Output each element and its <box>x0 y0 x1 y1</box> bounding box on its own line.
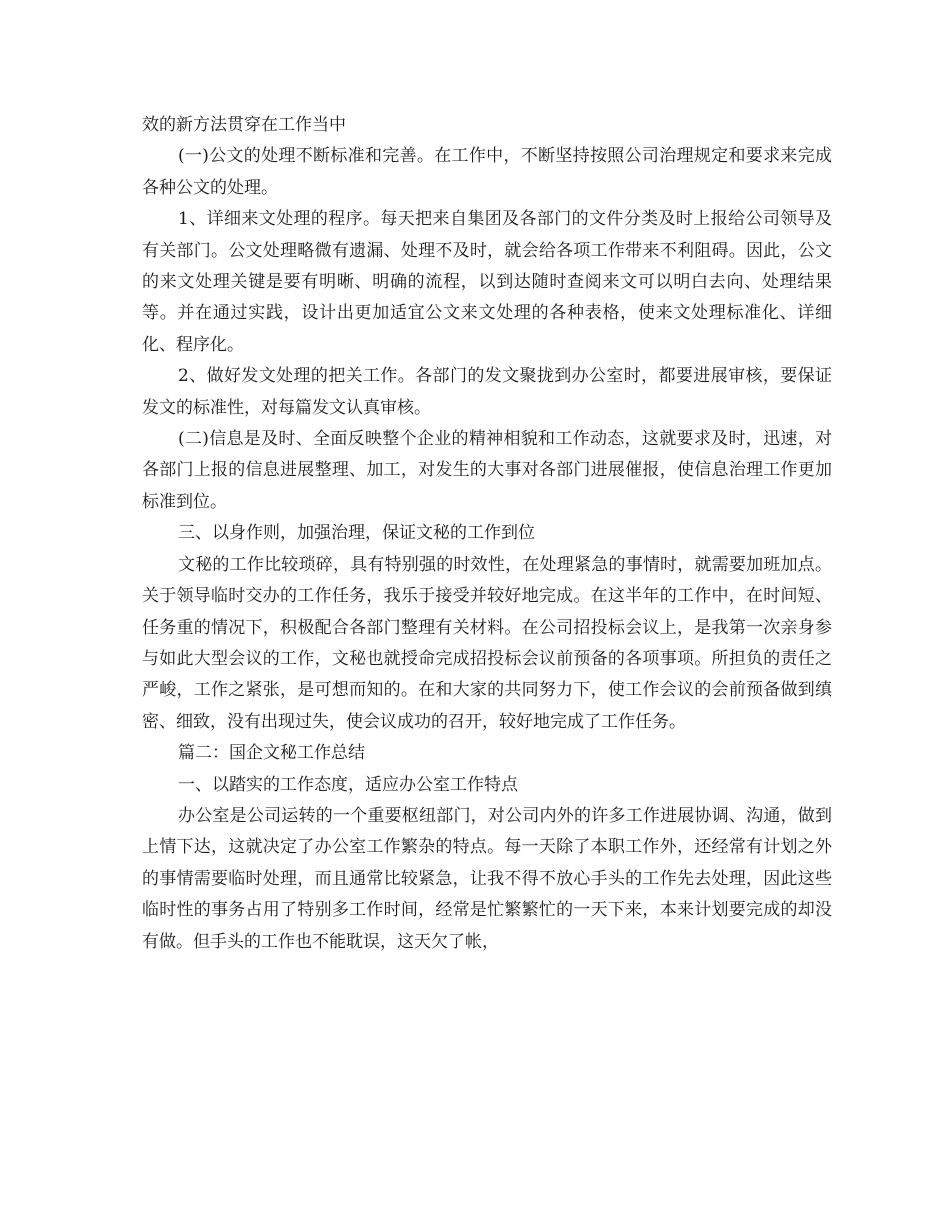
paragraph-section-two-information: (二)信息是及时、全面反映整个企业的精神相貌和工作动态，这就要求及时，迅速，对各部门上报的信息进展整理、加工，对发生的大事对各部门进展催报，使信息治理工作更加标准到位。 <box>142 429 832 512</box>
paragraph-continuation: 效的新方法贯穿在工作当中 <box>142 115 346 135</box>
heading-section-three: 三、以身作则，加强治理，保证文秘的工作到位 <box>178 523 535 544</box>
heading-section-one-attitude: 一、以踏实的工作态度，适应办公室工作特点 <box>178 774 518 795</box>
paragraph-office-work: 办公室是公司运转的一个重要枢纽部门，对公司内外的许多工作进展协调、沟通，做到上情下达，这就决定了办公室工作繁杂的特点。每一天除了本职工作外，还经常有计划之外的事情需要临时处理，而且通常比较紧急，让我不得不放心手头的工作先去处理，因此这些临时性的事务占用了特别多工作时间，经常是忙繁繁忙的一天下来，本来计划要完成的却没有做。但手头的工作也不能耽误，这天欠了帐， <box>142 805 832 952</box>
paragraph-section-one-official-documents: (一)公文的处理不断标准和完善。在工作中，不断坚持按照公司治理规定和要求来完成各种公文的处理。 <box>142 146 832 198</box>
paragraph-item-1-incoming-documents: 1、详细来文处理的程序。每天把来自集团及各部门的文件分类及时上报给公司领导及有关部门。公文处理略微有遗漏、处理不及时，就会给各项工作带来不利阻碍。因此，公文的来文处理关键是要有明晰、明确的流程，以到达随时查阅来文可以明白去向、处理结果等。并在通过实践，设计出更加适宜公文来文处理的各种表格，使来文处理标准化、详细化、程序化。 <box>142 209 832 355</box>
document-body <box>142 110 832 958</box>
heading-part-two: 篇二：国企文秘工作总结 <box>178 743 365 764</box>
paragraph-secretary-work: 文秘的工作比较琐碎，具有特别强的时效性，在处理紧急的事情时，就需要加班加点。关于领导临时交办的工作任务，我乐于接受并较好地完成。在这半年的工作中，在时间短、任务重的情况下，积极配合各部门整理有关材料。在公司招投标会议上，是我第一次亲身参与如此大型会议的工作，文秘也就授命完成招投标会议前预备的各项事项。所担负的责任之严峻，工作之紧张，是可想而知的。在和大家的共同努力下，使工作会议的会前预备做到缜密、细致，没有出现过失，使会议成功的召开，较好地完成了工作任务。 <box>142 554 832 732</box>
paragraph-item-2-outgoing-documents: 2、做好发文处理的把关工作。各部门的发文聚拢到办公室时，都要进展审核，要保证发文的标准性，对每篇发文认真审核。 <box>142 366 832 418</box>
